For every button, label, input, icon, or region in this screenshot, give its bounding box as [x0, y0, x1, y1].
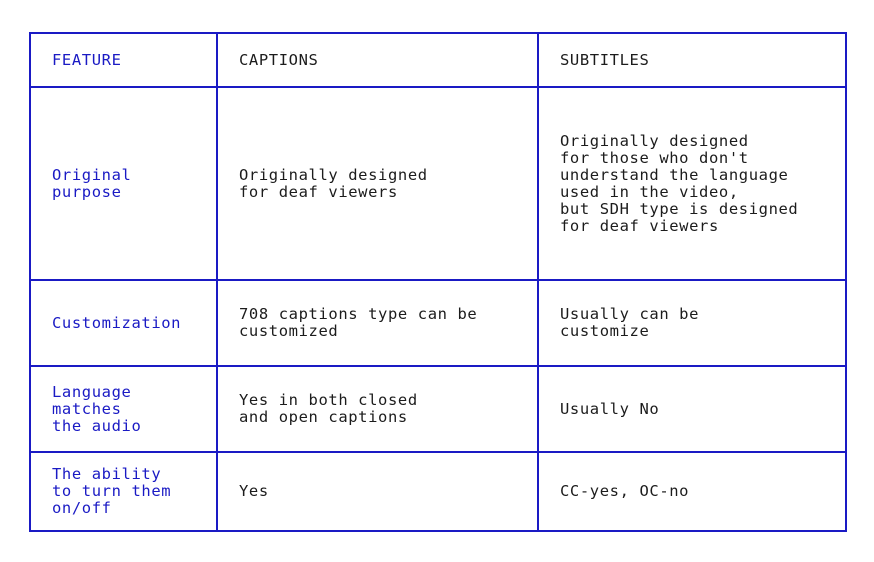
- comparison-table: [29, 32, 847, 532]
- header-subtitles: SUBTITLES: [538, 33, 846, 87]
- feature-cell: Language matches the audio: [30, 366, 217, 452]
- captions-cell: Originally designed for deaf viewers: [217, 87, 538, 280]
- captions-cell: Yes: [217, 452, 538, 531]
- table-row: [30, 280, 846, 366]
- subtitles-cell: Usually can be customize: [538, 280, 846, 366]
- subtitles-cell: Originally designed for those who don't understand the language used in the video, but SDH type is designed for deaf viewers: [538, 87, 846, 280]
- feature-cell: Customization: [30, 280, 217, 366]
- feature-cell: Original purpose: [30, 87, 217, 280]
- header-captions: CAPTIONS: [217, 33, 538, 87]
- header-feature: FEATURE: [30, 33, 217, 87]
- captions-cell: Yes in both closed and open captions: [217, 366, 538, 452]
- captions-cell: 708 captions type can be customized: [217, 280, 538, 366]
- table-row: [30, 87, 846, 280]
- subtitles-cell: CC-yes, OC-no: [538, 452, 846, 531]
- feature-cell: The ability to turn them on/off: [30, 452, 217, 531]
- table-header-row: [30, 33, 846, 87]
- table-row: [30, 366, 846, 452]
- table-row: [30, 452, 846, 531]
- subtitles-cell: Usually No: [538, 366, 846, 452]
